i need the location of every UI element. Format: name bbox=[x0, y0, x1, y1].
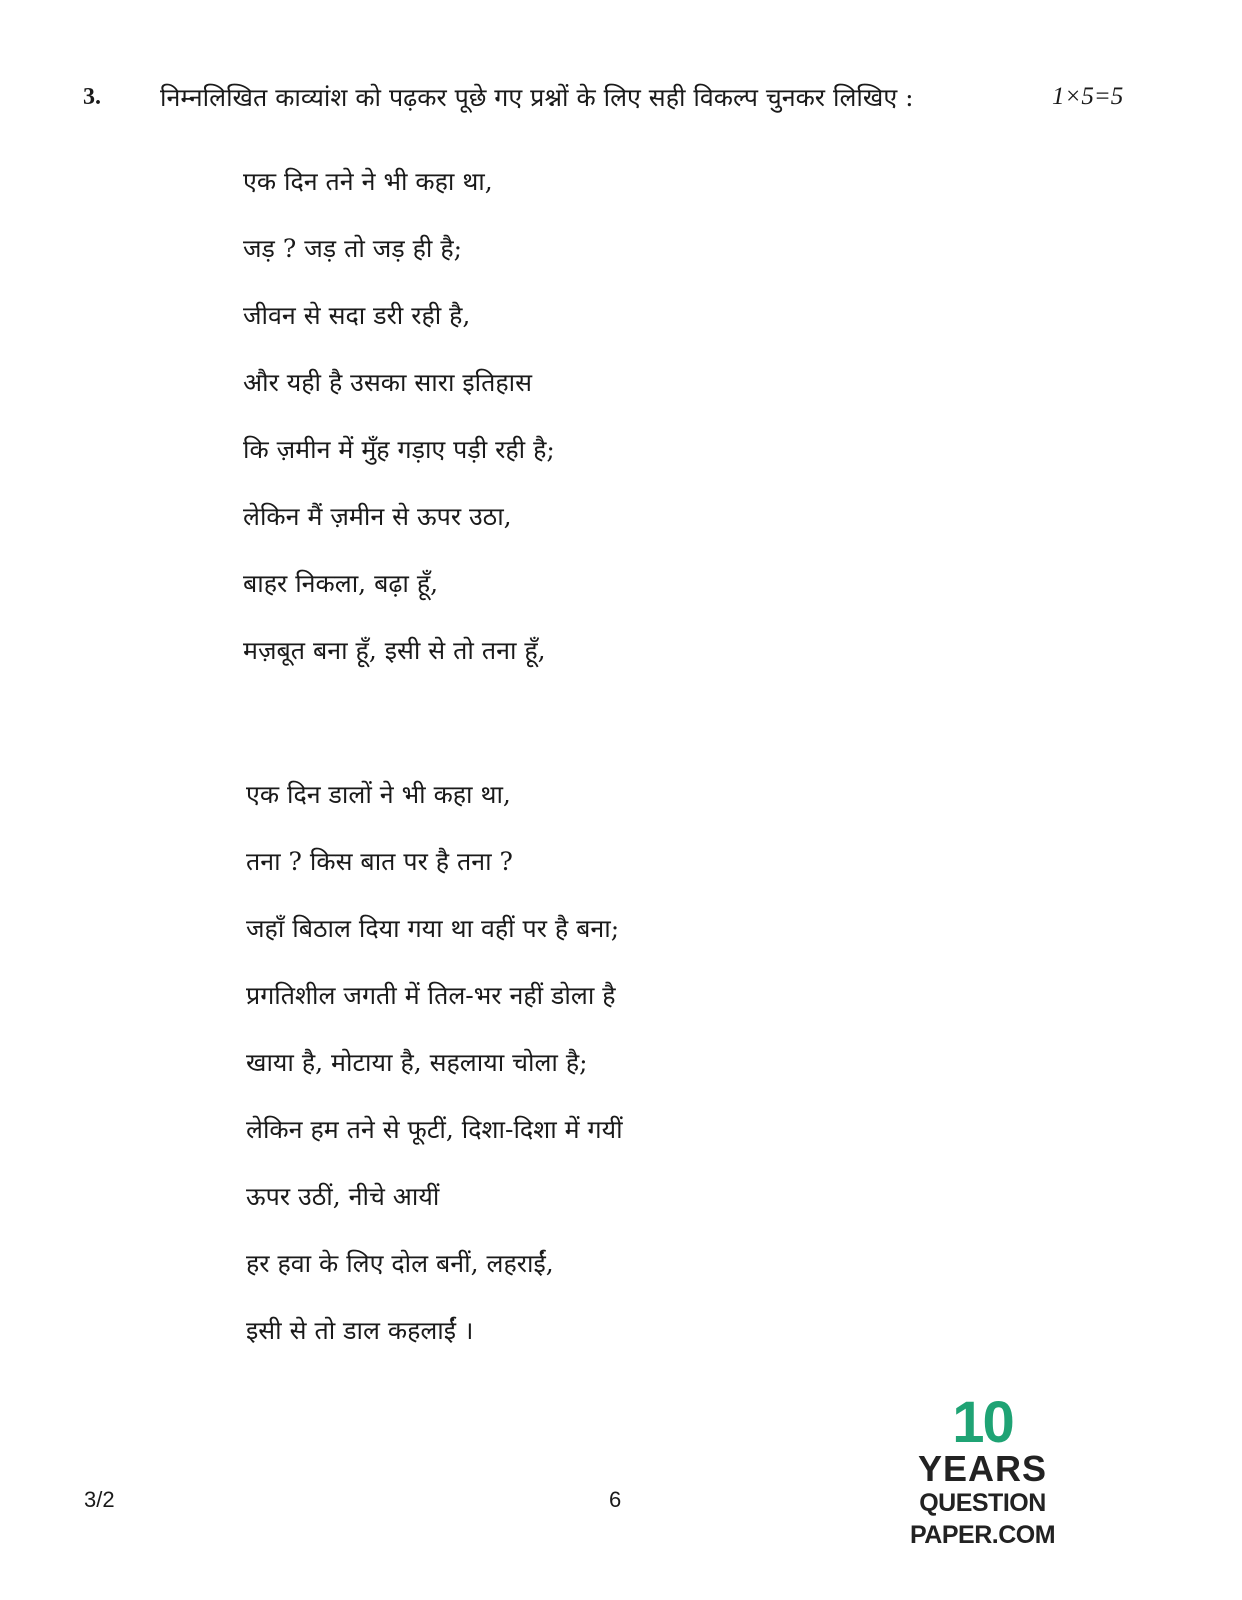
logo-site-name: QUESTION PAPER.COM bbox=[909, 1489, 1056, 1549]
logo-years: YEARS bbox=[917, 1448, 1048, 1489]
poem-line: एक दिन डालों ने भी कहा था, bbox=[246, 780, 511, 809]
poem-line: ऊपर उठीं, नीचे आयीं bbox=[246, 1182, 440, 1211]
poem-stanza-1 bbox=[243, 162, 555, 698]
question-instruction: निम्नलिखित काव्यांश को पढ़कर पूछे गए प्रश्नों के लिए सही विकल्प चुनकर लिखिए : bbox=[160, 83, 914, 112]
poem-line: इसी से तो डाल कहलाईं । bbox=[246, 1316, 474, 1345]
poem-line: और यही है उसका सारा इतिहास bbox=[243, 368, 533, 397]
poem-line: प्रगतिशील जगती में तिल-भर नहीं डोला है bbox=[246, 981, 616, 1010]
poem-line: लेकिन हम तने से फूटीं, दिशा-दिशा में गयीं bbox=[246, 1115, 623, 1144]
poem-line: तना ? किस बात पर है तना ? bbox=[246, 847, 513, 876]
poem-line: जड़ ? जड़ तो जड़ ही है; bbox=[243, 234, 463, 263]
poem-line: जीवन से सदा डरी रही है, bbox=[243, 301, 471, 330]
site-logo bbox=[850, 1390, 1115, 1549]
poem-line: हर हवा के लिए दोल बनीं, लहराईं, bbox=[246, 1249, 554, 1278]
poem-line: खाया है, मोटाया है, सहलाया चोला है; bbox=[246, 1048, 588, 1077]
poem-line: बाहर निकला, बढ़ा हूँ, bbox=[243, 569, 439, 598]
poem-line: मज़बूत बना हूँ, इसी से तो तना हूँ, bbox=[243, 636, 546, 665]
page-number: 6 bbox=[609, 1487, 622, 1512]
question-marks: 1×5=5 bbox=[1052, 83, 1124, 110]
question-number: 3. bbox=[83, 84, 101, 110]
poem-stanza-2 bbox=[246, 775, 623, 1378]
poem-line: कि ज़मीन में मुँह गड़ाए पड़ी रही है; bbox=[243, 435, 555, 464]
logo-number: 10 bbox=[952, 1390, 1013, 1455]
poem-line: लेकिन मैं ज़मीन से ऊपर उठा, bbox=[243, 502, 512, 531]
poem-line: जहाँ बिठाल दिया गया था वहीं पर है बना; bbox=[246, 914, 620, 943]
paper-code: 3/2 bbox=[84, 1487, 115, 1512]
poem-line: एक दिन तने ने भी कहा था, bbox=[243, 167, 493, 196]
